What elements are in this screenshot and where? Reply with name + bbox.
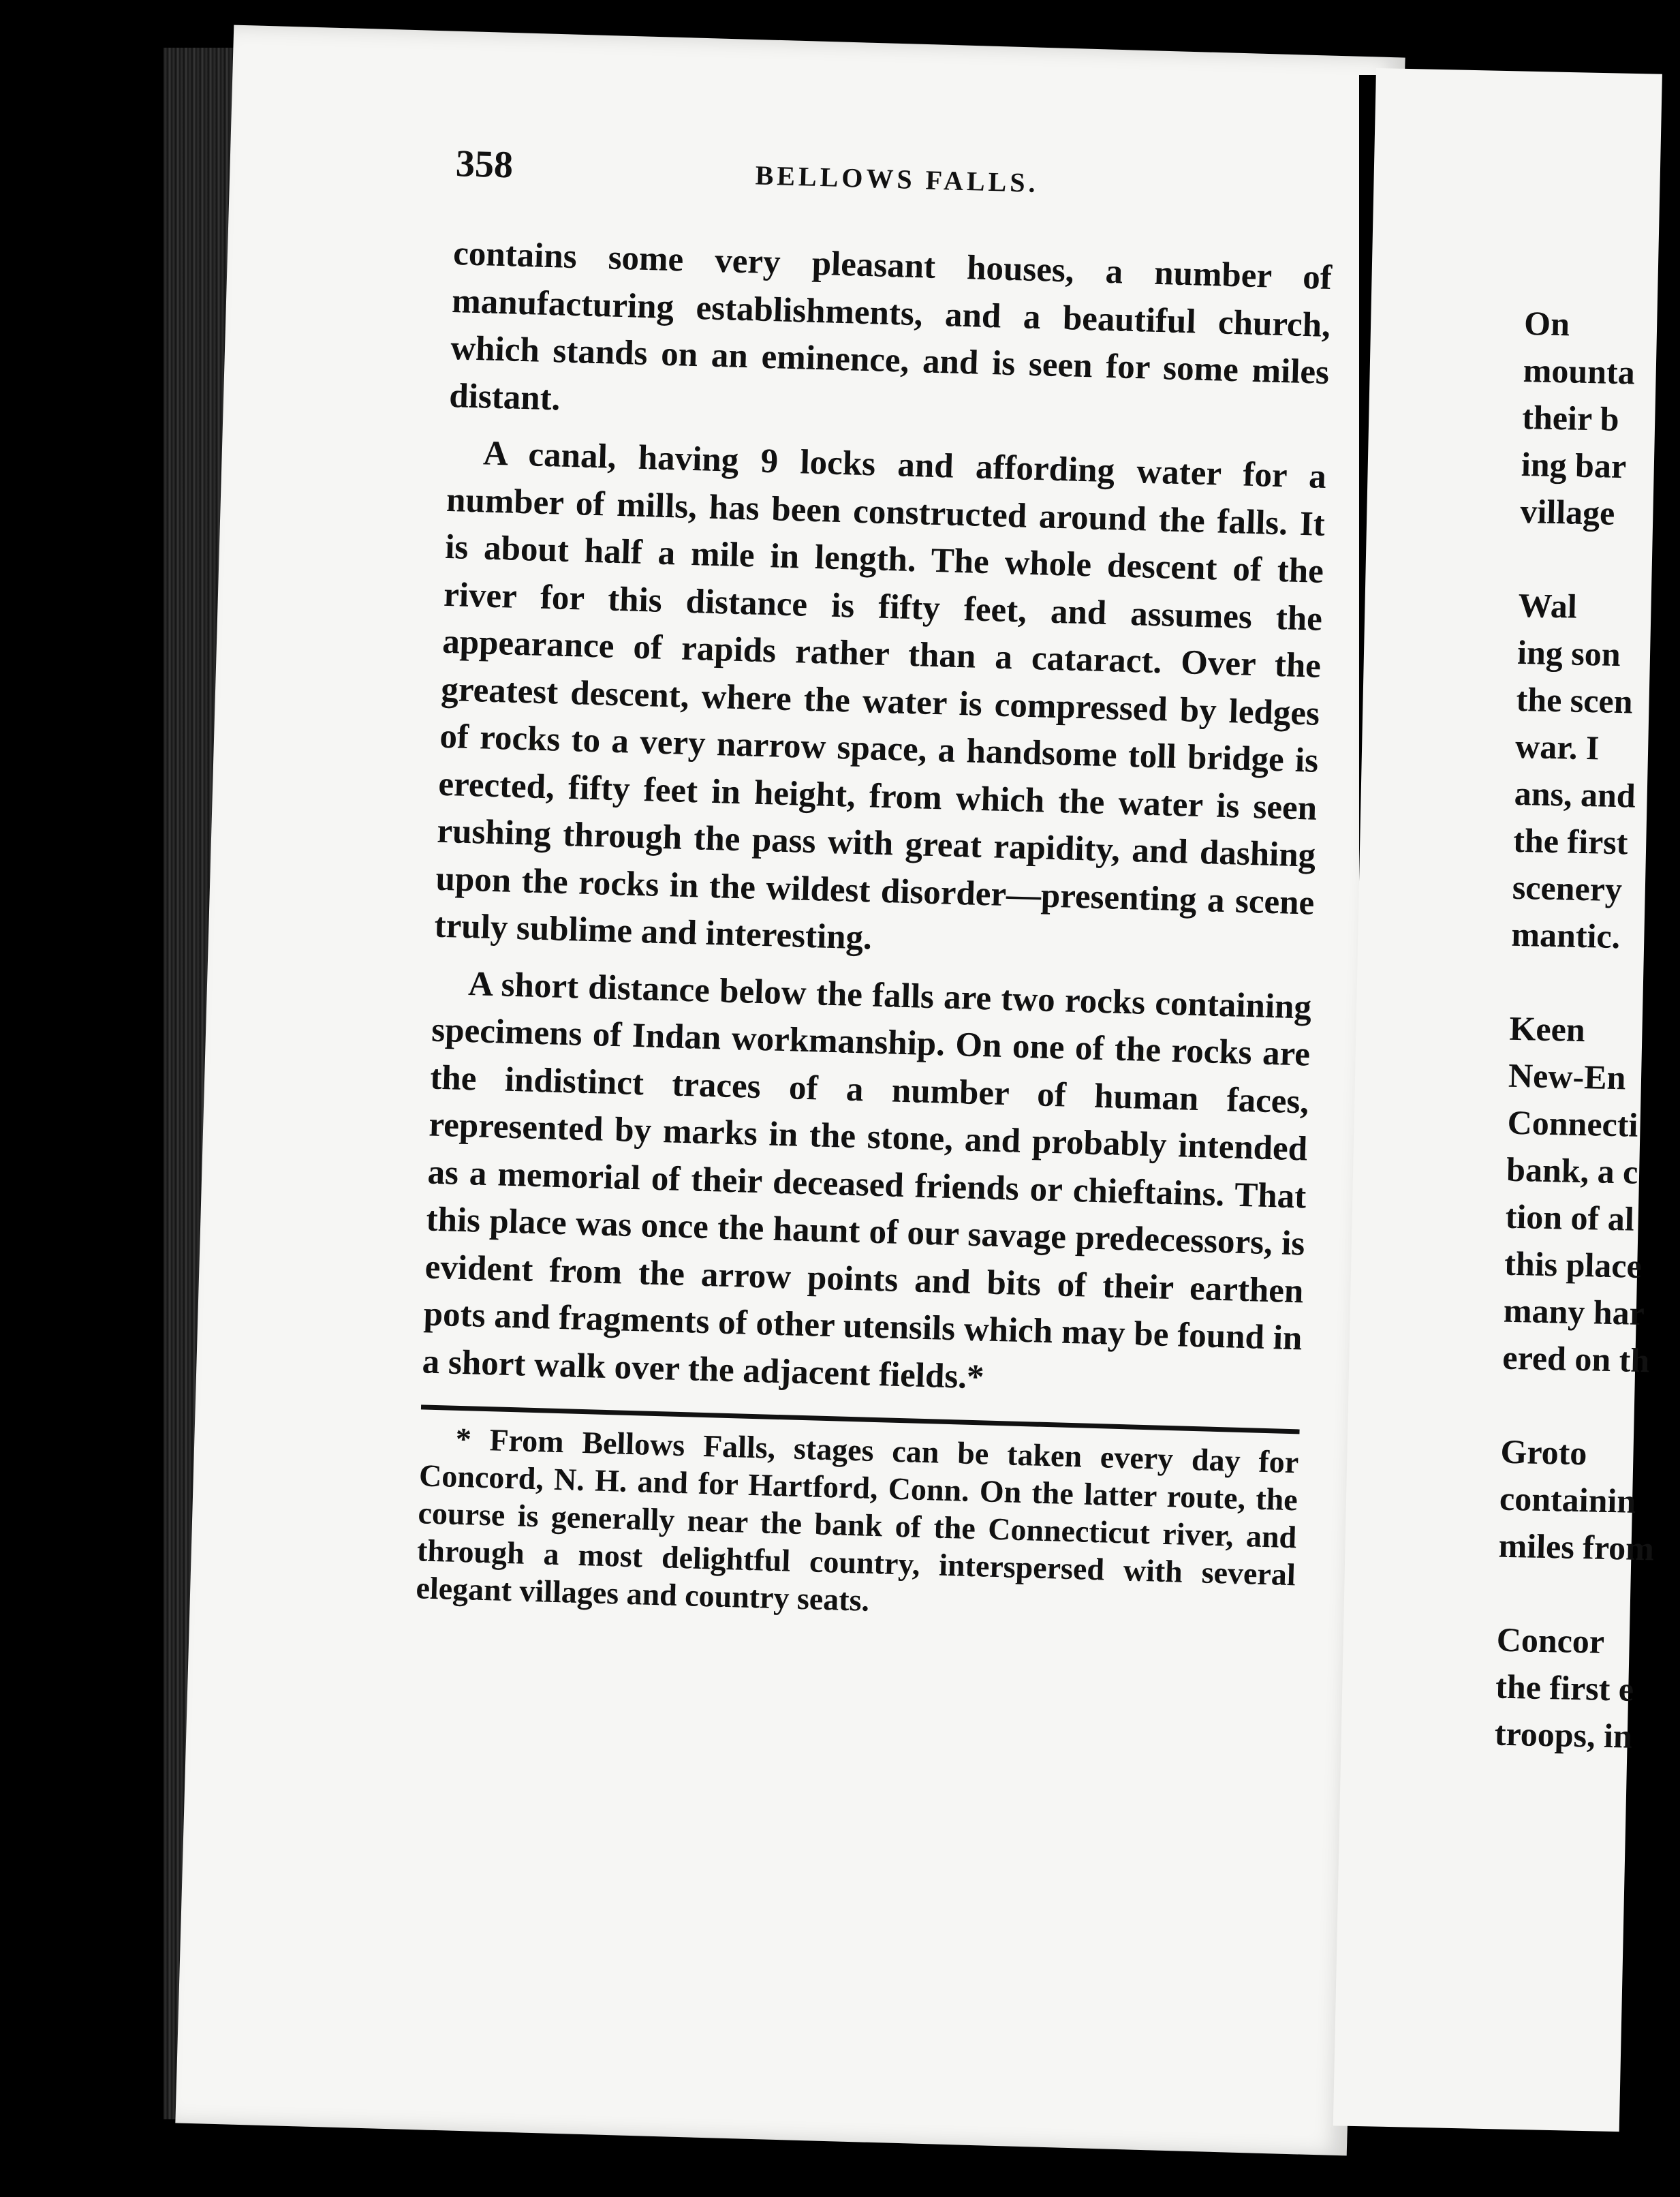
paragraph-2: A canal, having 9 locks and affording water for a number of mills, has been constructed around the falls. It is about half a mile in length. The whole descent of the river for this distance is fifty feet, and assumes the appearance of rapids rather than a cataract. Over the greatest descent, where the water is compressed by ledges of rocks to a very narrow space, a handsome toll bridge is erected, fifty feet in height, from which the water is seen rushing through the pass with great rapidity, and dashing upon the rocks in the wildest disorder—presenting a scene truly sublime and interesting. [433,434,1327,957]
paragraph-1: contains some very pleasant houses, a number of manufacturing establishments, and a beautiful church, which stands on an eminence, and is seen for some miles distant. [448,234,1333,418]
right-page-line: Groto [1500,1432,1588,1473]
right-page-line: ans, and [1514,773,1636,815]
right-page-line: bank, a c [1506,1150,1638,1191]
running-head: BELLOWS FALLS. [755,159,1040,198]
right-page-line: scenery [1512,867,1623,909]
right-page-line: village [1519,491,1615,532]
right-page-line: mantic. [1510,915,1621,956]
right-page-line: many har [1503,1291,1645,1333]
right-page-line: Keen [1509,1009,1586,1049]
right-page-line: mounta [1523,350,1636,392]
right-page-line [1519,535,1635,585]
right-page-line: ing bar [1521,444,1627,486]
paragraph-3: A short distance below the falls are two rocks containing specimens of Indan workmanship. On one of the rocks are the indistinct traces of a number of human faces, represented by marks in the stone, and probably intended as a memorial of their deceased friends or chieftains. That this place was once the haunt of our savage predecessors, is evident from the arrow points and bits of their earthen pots and fragments of other utensils which may be found in a short walk over the adjacent fields.* [422,964,1312,1396]
footnote: * From Bellows Falls, stages can be taken every day for Concord, N. H. and for Hartford, Conn. On the latter route, the course is generally near the bank of the Connecticut river, and through a most delightful country, interspersed with several elegant villages and country seats. [415,1421,1299,1618]
right-page-line: ered on th [1502,1338,1650,1380]
right-page-line: tion of al [1505,1197,1635,1238]
right-page-line: ing son [1516,632,1621,674]
right-page-line: New-En [1508,1056,1626,1097]
page-number: 358 [455,142,514,187]
right-page-line: Concor [1496,1620,1605,1661]
left-page-content [218,136,1355,1631]
right-page-line: this place [1504,1244,1643,1285]
right-page-line: miles from [1498,1526,1655,1568]
right-page-line: troops, in [1494,1714,1633,1755]
right-page-line [1510,958,1626,1008]
right-page-line: Connecti [1507,1103,1638,1144]
right-page-line: the first [1512,820,1628,862]
right-page-line [1501,1381,1617,1431]
right-page-line: Wal [1518,585,1578,626]
right-page-line: On [1523,303,1570,343]
right-page-line: their b [1521,397,1620,438]
body-text [224,225,1333,1410]
right-page-line: containin [1499,1479,1636,1520]
right-page-line: the first e [1495,1667,1634,1708]
right-page-line: the scen [1516,679,1634,721]
right-page-line: war. I [1514,726,1600,767]
right-page-line [1497,1569,1614,1619]
